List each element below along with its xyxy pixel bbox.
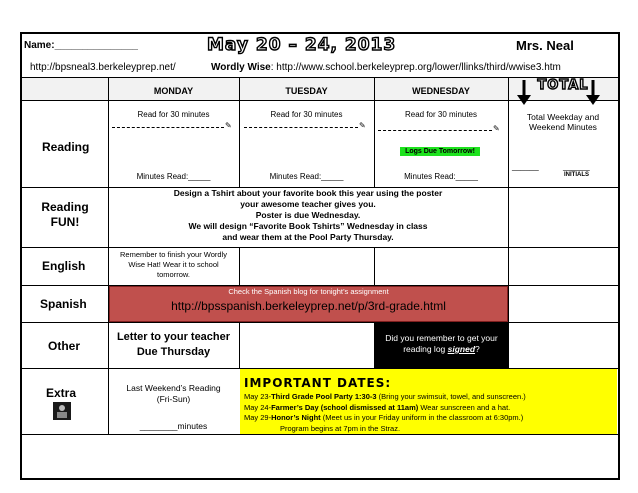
tshirt-line4: We will design “Favorite Book Tshirts” Wednesday in class <box>188 221 428 231</box>
header-wednesday: WEDNESDAY <box>412 86 470 96</box>
name-label: Name:_______________ <box>24 40 138 51</box>
wednesday-minutes-read: Minutes Read:_____ <box>404 172 478 181</box>
log-line2 <box>375 344 508 355</box>
event-name: Farmer’s Day (school dismissed at 11am) <box>271 402 419 412</box>
monday-reading-task: Read for 30 minutes <box>137 110 210 119</box>
pencil-icon: ✎ <box>359 121 366 130</box>
date-item-pool-party <box>244 392 616 403</box>
row-label-other: Other <box>48 339 81 353</box>
weekend-line1: Last Weekend’s Reading <box>126 383 221 393</box>
total-blank: ______ <box>512 162 539 171</box>
log-line2-prefix: reading log <box>403 344 448 354</box>
event-detail-line2: Program begins at 7pm in the Straz. <box>280 423 401 433</box>
class-site-link[interactable]: http://bpsneal3.berkeleyprep.net/ <box>30 62 176 73</box>
important-dates-title: IMPORTANT DATES: <box>244 376 392 390</box>
pencil-icon: ✎ <box>225 121 232 130</box>
pencil-icon: ✎ <box>493 124 500 133</box>
weekend-reading <box>108 383 239 405</box>
date-label: May 29- <box>244 413 272 422</box>
reading-fun-label-line1: Reading <box>41 200 89 214</box>
letter-line2: Due Thursday <box>136 346 211 358</box>
row-label-extra: Extra <box>46 386 77 400</box>
date-label: May 24- <box>244 402 272 412</box>
date-item-honors-night <box>244 413 616 424</box>
tshirt-line3: Poster is due Wednesday. <box>255 210 361 220</box>
row-label-english: English <box>42 259 86 273</box>
weekend-line2: (Fri-Sun) <box>156 394 191 404</box>
log-line1: Did you remember to get your <box>385 333 498 343</box>
week-title: May 20 – 24, 2013 <box>207 35 397 55</box>
tuesday-minutes-read: Minutes Read:_____ <box>269 172 344 181</box>
tshirt-line2: your awesome teacher gives you. <box>240 199 376 209</box>
down-arrow-icon <box>584 78 604 108</box>
event-name: Honor’s Night <box>271 413 321 422</box>
reading-fun-label-line2: FUN! <box>50 215 80 229</box>
tshirt-line1: Design a Tshirt about your favorite book this year using the poster <box>173 188 443 198</box>
date-label: May 23- <box>244 392 272 401</box>
log-signed: signed <box>447 344 476 354</box>
hat-line1: Remember to finish your Wordly <box>120 250 227 259</box>
spanish-blog-link[interactable]: http://bpsspanish.berkeleyprep.net/p/3rd-grade.html <box>171 299 446 313</box>
weekend-minutes: ________minutes <box>139 421 208 431</box>
reading-log-text <box>375 333 508 355</box>
tshirt-line5: and wear them at the Pool Party Thursday. <box>222 232 394 242</box>
spanish-note: Check the Spanish blog for tonight’s assignment <box>228 287 389 296</box>
hat-line3: tomorrow. <box>157 270 190 279</box>
initials-blank: ______ <box>563 162 590 171</box>
tuesday-reading-task: Read for 30 minutes <box>270 110 343 119</box>
reader-icon <box>53 402 71 420</box>
row-label-spanish: Spanish <box>40 297 87 311</box>
tshirt-project-note <box>112 188 504 243</box>
event-detail: (Bring your swimsuit, towel, and sunscreen.) <box>376 392 526 401</box>
row-label-reading-fun <box>22 200 108 230</box>
monday-minutes-read: Minutes Read:_____ <box>136 172 211 181</box>
event-name: Third Grade Pool Party 1:30-3 <box>271 392 377 401</box>
header-total: TOTAL <box>537 78 589 93</box>
important-dates-list <box>244 392 616 434</box>
letter-to-teacher-note <box>108 330 239 360</box>
date-item-farmers-day <box>244 403 616 414</box>
letter-line1: Letter to your teacher <box>116 331 231 343</box>
wordly-wise-label: Wordly Wise <box>211 62 271 73</box>
wordly-wise-url: : http://www.school.berkeleyprep.org/lower/llinks/third/wwise3.htm <box>270 62 561 73</box>
logs-due-banner: Logs Due Tomorrow! <box>400 147 480 156</box>
hat-line2: Wise Hat! Wear it to school <box>128 260 219 269</box>
wordly-wise-link[interactable] <box>211 62 561 73</box>
initials-label: INITIALS <box>564 172 589 178</box>
total-minutes-label <box>508 112 618 132</box>
teacher-name: Mrs. Neal <box>516 38 574 53</box>
row-label-reading: Reading <box>42 140 90 154</box>
down-arrow-icon <box>515 78 535 108</box>
total-label-line2: Weekend Minutes <box>529 122 597 132</box>
total-label-line1: Total Weekday and <box>526 112 600 122</box>
event-detail: Wear sunscreen and a hat. <box>418 402 511 412</box>
wednesday-reading-task: Read for 30 minutes <box>404 110 478 119</box>
log-line2-suffix: ? <box>475 344 480 354</box>
event-detail: (Meet us in your Friday uniform in the classroom at 6:30pm.) <box>320 413 524 422</box>
header-monday: MONDAY <box>153 86 194 96</box>
header-tuesday: TUESDAY <box>285 86 328 96</box>
wordly-hat-reminder <box>108 250 239 280</box>
